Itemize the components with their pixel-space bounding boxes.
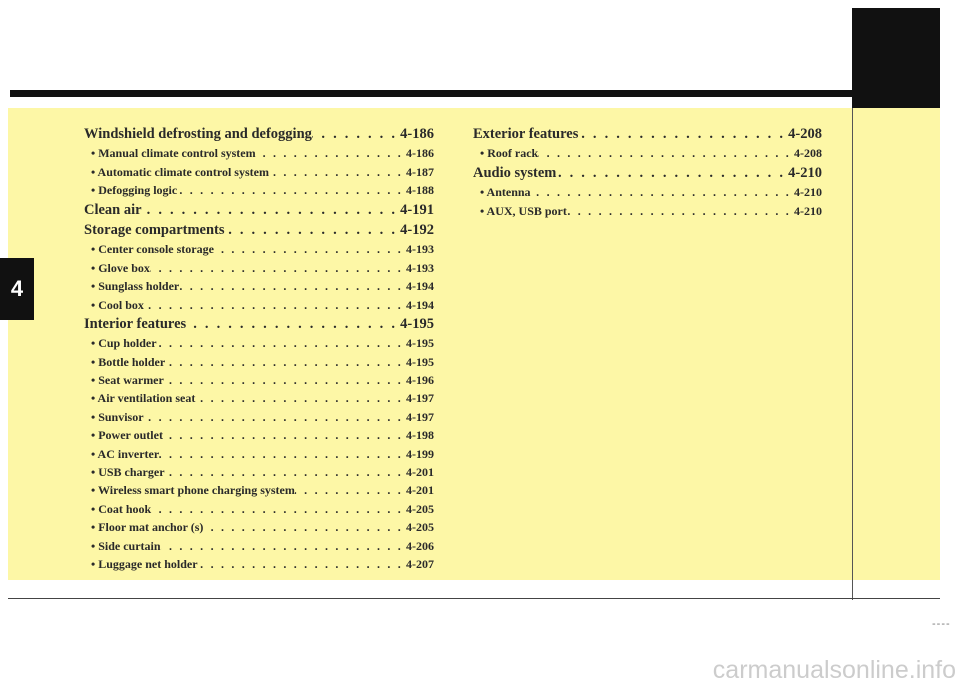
- footer-rule: [8, 598, 940, 599]
- toc-entry-page: 4-207: [406, 556, 434, 571]
- dot-leader: [151, 500, 403, 518]
- toc-subsection-entry[interactable]: [84, 426, 434, 444]
- dot-leader: [312, 124, 397, 144]
- dot-leader: [578, 124, 785, 144]
- dot-leader: [195, 389, 403, 407]
- toc-subsection-entry[interactable]: [84, 334, 434, 352]
- toc-subsection-entry[interactable]: [84, 537, 434, 555]
- chapter-tab: 4: [0, 258, 34, 320]
- toc-entry-title: • Bottle holder: [91, 354, 166, 369]
- toc-entry-page: 4-205: [406, 501, 434, 516]
- toc-entry-title: • Cool box: [91, 297, 144, 312]
- toc-section-entry[interactable]: [84, 220, 434, 240]
- dot-leader: [198, 555, 403, 573]
- toc-left-column: [84, 124, 434, 573]
- toc-entry-title: • Center console storage: [91, 242, 214, 257]
- toc-entry-title: Audio system: [473, 164, 557, 181]
- toc-entry-page: 4-208: [788, 126, 822, 142]
- dot-leader: [203, 518, 403, 536]
- toc-entry-title: • Sunglass holder: [91, 279, 180, 294]
- toc-section-entry[interactable]: [473, 124, 822, 144]
- dot-leader: [164, 371, 403, 389]
- toc-entry-page: 4-195: [406, 336, 434, 351]
- dot-leader: [157, 334, 403, 352]
- dot-leader: [159, 445, 403, 463]
- dot-leader: [214, 240, 403, 258]
- toc-subsection-entry[interactable]: [84, 500, 434, 518]
- toc-entry-title: • Side curtain: [91, 538, 161, 553]
- dot-leader: [269, 163, 403, 181]
- toc-subsection-entry[interactable]: [84, 389, 434, 407]
- toc-entry-page: 4-197: [406, 409, 434, 424]
- toc-entry-title: Exterior features: [473, 126, 579, 142]
- toc-subsection-entry[interactable]: [473, 144, 822, 162]
- toc-entry-page: 4-199: [406, 446, 434, 461]
- toc-entry-title: Interior features: [84, 315, 187, 332]
- toc-entry-title: • Cup holder: [91, 336, 157, 351]
- dot-leader: [161, 537, 403, 555]
- toc-entry-title: • AC inverter: [91, 446, 160, 461]
- toc-entry-title: • Air ventilation seat: [91, 391, 196, 406]
- toc-entry-title: • Roof rack: [480, 146, 539, 161]
- dot-leader: [556, 163, 785, 183]
- watermark: carmanualsonline.info: [712, 656, 956, 684]
- dot-leader: [256, 144, 403, 162]
- toc-entry-title: • Power outlet: [91, 428, 163, 443]
- page-dashes: ----: [932, 618, 951, 630]
- toc-entry-page: 4-187: [406, 164, 434, 179]
- header-rule: [10, 90, 852, 97]
- toc-entry-title: • Antenna: [480, 185, 531, 200]
- dot-leader: [142, 200, 398, 220]
- toc-entry-page: 4-210: [788, 164, 822, 181]
- toc-entry-title: • Glove box: [91, 260, 150, 275]
- toc-entry-title: Windshield defrosting and defogging: [84, 126, 312, 142]
- dot-leader: [567, 202, 791, 220]
- margin-divider: [852, 108, 853, 600]
- toc-subsection-entry[interactable]: [84, 445, 434, 463]
- toc-entry-title: • Manual climate control system: [91, 146, 256, 161]
- toc-entry-page: 4-194: [406, 279, 434, 294]
- dot-leader: [179, 277, 403, 295]
- toc-subsection-entry[interactable]: [84, 277, 434, 295]
- toc-entry-title: • Defogging logic: [91, 183, 178, 198]
- toc-entry-title: • Coat hook: [91, 501, 152, 516]
- dot-leader: [186, 314, 397, 334]
- dot-leader: [531, 183, 791, 201]
- toc-entry-title: • USB charger: [91, 465, 165, 480]
- toc-subsection-entry[interactable]: [84, 518, 434, 536]
- toc-subsection-entry[interactable]: [84, 481, 434, 499]
- toc-section-entry[interactable]: [473, 163, 822, 183]
- dot-leader: [225, 220, 398, 240]
- toc-entry-page: 4-186: [406, 146, 434, 161]
- toc-entry-page: 4-208: [794, 146, 822, 161]
- toc-entry-title: • Luggage net holder: [91, 556, 198, 571]
- toc-entry-page: 4-188: [406, 183, 434, 198]
- toc-subsection-entry[interactable]: [84, 240, 434, 258]
- toc-entry-title: • Floor mat anchor (s): [91, 520, 204, 535]
- toc-subsection-entry[interactable]: [84, 353, 434, 371]
- toc-entry-title: • Automatic climate control system: [91, 164, 269, 179]
- toc-entry-title: • Sunvisor: [91, 409, 144, 424]
- toc-subsection-entry[interactable]: [84, 181, 434, 199]
- toc-entry-page: 4-198: [406, 428, 434, 443]
- dot-leader: [150, 259, 403, 277]
- toc-subsection-entry[interactable]: [84, 163, 434, 181]
- toc-entry-page: 4-196: [406, 373, 434, 388]
- toc-subsection-entry[interactable]: [84, 296, 434, 314]
- toc-subsection-entry[interactable]: [84, 408, 434, 426]
- dot-leader: [295, 481, 403, 499]
- toc-section-entry[interactable]: [84, 314, 434, 334]
- toc-entry-title: • Seat warmer: [91, 373, 164, 388]
- toc-entry-page: 4-191: [400, 201, 434, 218]
- toc-entry-title: Storage compartments: [84, 221, 225, 238]
- toc-subsection-entry[interactable]: [473, 202, 822, 220]
- toc-entry-page: 4-195: [400, 315, 434, 332]
- dot-leader: [177, 181, 403, 199]
- toc-section-entry[interactable]: [84, 200, 434, 220]
- toc-entry-page: 4-201: [406, 465, 434, 480]
- header-black-block: [852, 8, 940, 108]
- dot-leader: [165, 463, 403, 481]
- toc-entry-title: Clean air: [84, 201, 142, 218]
- toc-right-column: [473, 124, 822, 220]
- toc-subsection-entry[interactable]: [84, 144, 434, 162]
- toc-entry-page: 4-195: [406, 354, 434, 369]
- dot-leader: [144, 408, 403, 426]
- toc-entry-page: 4-197: [406, 391, 434, 406]
- dot-leader: [538, 144, 791, 162]
- toc-entry-page: 4-206: [406, 538, 434, 553]
- toc-entry-page: 4-210: [794, 203, 822, 218]
- toc-entry-page: 4-201: [406, 483, 434, 498]
- toc-subsection-entry[interactable]: [84, 371, 434, 389]
- dot-leader: [163, 426, 403, 444]
- toc-subsection-entry[interactable]: [84, 259, 434, 277]
- toc-subsection-entry[interactable]: [84, 463, 434, 481]
- toc-entry-page: 4-210: [794, 185, 822, 200]
- toc-entry-title: • Wireless smart phone charging system: [91, 483, 295, 498]
- dot-leader: [144, 296, 403, 314]
- toc-entry-page: 4-192: [400, 221, 434, 238]
- toc-entry-page: 4-205: [406, 520, 434, 535]
- toc-entry-page: 4-194: [406, 297, 434, 312]
- toc-entry-page: 4-193: [406, 260, 434, 275]
- toc-subsection-entry[interactable]: [473, 183, 822, 201]
- toc-subsection-entry[interactable]: [84, 555, 434, 573]
- toc-entry-page: 4-193: [406, 242, 434, 257]
- toc-entry-page: 4-186: [400, 126, 434, 142]
- toc-entry-title: • AUX, USB port: [480, 203, 567, 218]
- dot-leader: [165, 353, 403, 371]
- toc-section-entry[interactable]: [84, 124, 434, 144]
